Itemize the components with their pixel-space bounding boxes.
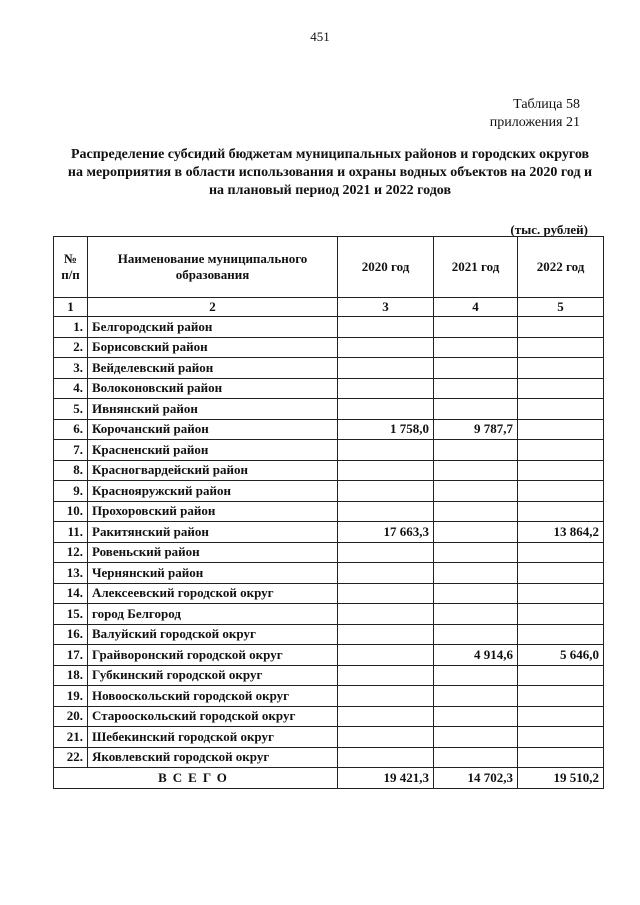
table-row	[54, 460, 604, 481]
row-number: 20.	[54, 706, 88, 727]
value-2021	[434, 460, 518, 481]
page-number: 451	[310, 29, 330, 44]
table-row	[54, 583, 604, 604]
table-row	[54, 665, 604, 686]
municipality-name: Старооскольский городской округ	[88, 706, 338, 727]
value-2022	[518, 563, 604, 584]
table-number: Таблица 58	[513, 97, 580, 112]
table-row	[54, 604, 604, 625]
units-label: (тыс. рублей)	[510, 222, 588, 237]
row-number: 11.	[54, 522, 88, 543]
value-2020	[338, 337, 434, 358]
column-number: 5	[518, 298, 604, 317]
municipality-name: Шебекинский городской округ	[88, 727, 338, 748]
header-2022: 2022 год	[518, 237, 604, 298]
value-2022	[518, 378, 604, 399]
value-2020: 17 663,3	[338, 522, 434, 543]
row-number: 3.	[54, 358, 88, 379]
subsidy-table	[53, 236, 604, 789]
value-2021	[434, 358, 518, 379]
value-2022	[518, 624, 604, 645]
row-number: 1.	[54, 317, 88, 338]
value-2020	[338, 481, 434, 502]
value-2021	[434, 522, 518, 543]
municipality-name: Чернянский район	[88, 563, 338, 584]
value-2022	[518, 399, 604, 420]
table-row	[54, 337, 604, 358]
value-2022	[518, 440, 604, 461]
total-2020: 19 421,3	[338, 768, 434, 789]
value-2022	[518, 604, 604, 625]
document-title: Распределение субсидий бюджетам муниципальных районов и городских округов на мероприятия в области использования и охраны водных объектов на 2020 год и на плановый период 2021 и 2022 годов	[67, 147, 593, 198]
value-2020	[338, 604, 434, 625]
total-2022: 19 510,2	[518, 768, 604, 789]
row-number: 16.	[54, 624, 88, 645]
value-2022	[518, 501, 604, 522]
appendix-reference: приложения 21	[489, 115, 580, 130]
table-row	[54, 317, 604, 338]
table-row	[54, 522, 604, 543]
value-2022: 13 864,2	[518, 522, 604, 543]
municipality-name: Красногвардейский район	[88, 460, 338, 481]
row-number: 8.	[54, 460, 88, 481]
value-2022	[518, 542, 604, 563]
header-2021: 2021 год	[434, 237, 518, 298]
value-2021	[434, 317, 518, 338]
municipality-name: Борисовский район	[88, 337, 338, 358]
value-2022	[518, 460, 604, 481]
table-row	[54, 399, 604, 420]
value-2021	[434, 542, 518, 563]
value-2020	[338, 686, 434, 707]
value-2022	[518, 706, 604, 727]
value-2020	[338, 440, 434, 461]
value-2020	[338, 563, 434, 584]
municipality-name: Корочанский район	[88, 419, 338, 440]
municipality-name: Красненский район	[88, 440, 338, 461]
value-2020	[338, 501, 434, 522]
value-2021	[434, 686, 518, 707]
municipality-name: Вейделевский район	[88, 358, 338, 379]
total-row	[54, 768, 604, 789]
value-2020	[338, 727, 434, 748]
row-number: 17.	[54, 645, 88, 666]
table-reference	[490, 96, 580, 132]
table-row	[54, 624, 604, 645]
municipality-name: Валуйский городской округ	[88, 624, 338, 645]
value-2022	[518, 481, 604, 502]
municipality-name: Грайворонский городской округ	[88, 645, 338, 666]
municipality-name: Ровеньский район	[88, 542, 338, 563]
row-number: 15.	[54, 604, 88, 625]
row-number: 13.	[54, 563, 88, 584]
value-2022	[518, 727, 604, 748]
table-row	[54, 440, 604, 461]
table-row	[54, 542, 604, 563]
value-2021	[434, 337, 518, 358]
value-2020	[338, 645, 434, 666]
value-2020	[338, 747, 434, 768]
value-2022	[518, 665, 604, 686]
value-2022	[518, 583, 604, 604]
row-number: 9.	[54, 481, 88, 502]
table-body	[54, 317, 604, 768]
municipality-name: Ивнянский район	[88, 399, 338, 420]
table-row	[54, 563, 604, 584]
value-2021	[434, 665, 518, 686]
value-2022	[518, 419, 604, 440]
municipality-name: Новооскольский городской округ	[88, 686, 338, 707]
row-number: 18.	[54, 665, 88, 686]
column-number: 4	[434, 298, 518, 317]
row-number: 12.	[54, 542, 88, 563]
row-number: 10.	[54, 501, 88, 522]
value-2021: 9 787,7	[434, 419, 518, 440]
value-2021	[434, 563, 518, 584]
municipality-name: Краснояружский район	[88, 481, 338, 502]
value-2020	[338, 317, 434, 338]
row-number: 5.	[54, 399, 88, 420]
municipality-name: Яковлевский городской округ	[88, 747, 338, 768]
value-2022	[518, 317, 604, 338]
value-2021	[434, 440, 518, 461]
value-2021	[434, 747, 518, 768]
table-row	[54, 727, 604, 748]
municipality-name: Белгородский район	[88, 317, 338, 338]
value-2021	[434, 399, 518, 420]
value-2021	[434, 378, 518, 399]
value-2021: 4 914,6	[434, 645, 518, 666]
row-number: 6.	[54, 419, 88, 440]
value-2021	[434, 481, 518, 502]
municipality-name: Ракитянский район	[88, 522, 338, 543]
table-row	[54, 501, 604, 522]
municipality-name: Волоконовский район	[88, 378, 338, 399]
table-row	[54, 378, 604, 399]
column-number: 3	[338, 298, 434, 317]
table-row	[54, 706, 604, 727]
municipality-name: город Белгород	[88, 604, 338, 625]
value-2020	[338, 378, 434, 399]
value-2022	[518, 337, 604, 358]
column-number: 1	[54, 298, 88, 317]
table-row	[54, 419, 604, 440]
header-municipality: Наименование муниципального образования	[88, 237, 338, 298]
table-row	[54, 645, 604, 666]
value-2021	[434, 706, 518, 727]
value-2020	[338, 542, 434, 563]
municipality-name: Алексеевский городской округ	[88, 583, 338, 604]
row-number: 19.	[54, 686, 88, 707]
value-2022	[518, 686, 604, 707]
row-number: 22.	[54, 747, 88, 768]
row-number: 21.	[54, 727, 88, 748]
row-number: 7.	[54, 440, 88, 461]
value-2020	[338, 358, 434, 379]
value-2020	[338, 665, 434, 686]
value-2020	[338, 460, 434, 481]
table-row	[54, 686, 604, 707]
header-number: № п/п	[54, 237, 88, 298]
column-number-row	[54, 298, 604, 317]
table-row	[54, 747, 604, 768]
total-2021: 14 702,3	[434, 768, 518, 789]
value-2020	[338, 583, 434, 604]
value-2022: 5 646,0	[518, 645, 604, 666]
total-label: ВСЕГО	[54, 768, 338, 789]
value-2022	[518, 747, 604, 768]
value-2021	[434, 624, 518, 645]
value-2021	[434, 501, 518, 522]
header-2020: 2020 год	[338, 237, 434, 298]
value-2021	[434, 727, 518, 748]
value-2020: 1 758,0	[338, 419, 434, 440]
value-2022	[518, 358, 604, 379]
value-2020	[338, 624, 434, 645]
value-2021	[434, 583, 518, 604]
table-row	[54, 358, 604, 379]
row-number: 4.	[54, 378, 88, 399]
column-number: 2	[88, 298, 338, 317]
municipality-name: Прохоровский район	[88, 501, 338, 522]
table-row	[54, 481, 604, 502]
table-header-row	[54, 237, 604, 298]
row-number: 2.	[54, 337, 88, 358]
value-2021	[434, 604, 518, 625]
value-2020	[338, 706, 434, 727]
value-2020	[338, 399, 434, 420]
row-number: 14.	[54, 583, 88, 604]
municipality-name: Губкинский городской округ	[88, 665, 338, 686]
